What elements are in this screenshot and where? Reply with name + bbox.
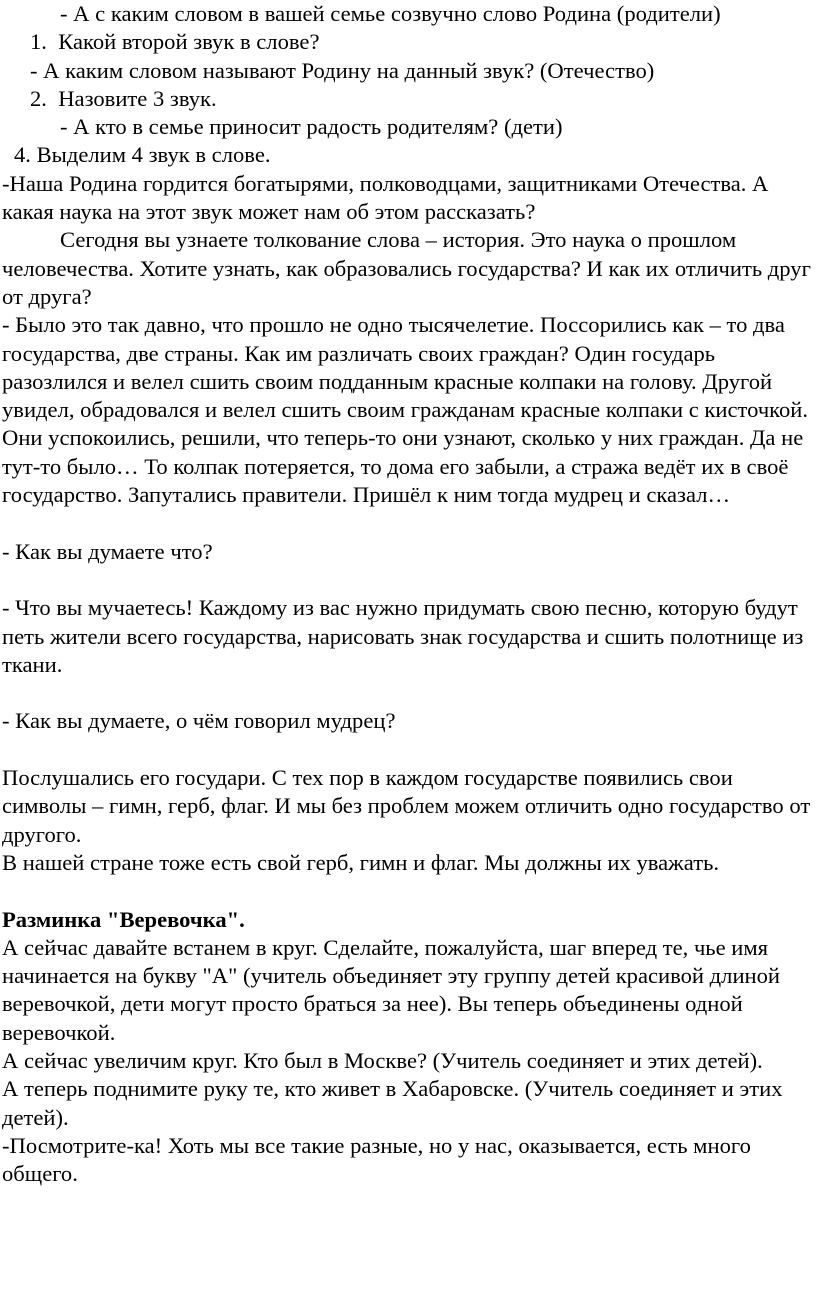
section-heading-warmup: Разминка "Веревочка". bbox=[2, 906, 245, 932]
question-line-parents: - А с каким словом в вашей семье созвучно слово Родина (родители) bbox=[60, 1, 721, 26]
spacer bbox=[2, 509, 812, 537]
paragraph-khabarovsk: А теперь поднимите руку те, кто живет в Хабаровске. (Учитель соединяет и этих детей). bbox=[2, 1076, 783, 1130]
paragraph-moscow: А сейчас увеличим круг. Кто был в Москве? (Учитель соединяет и этих детей). bbox=[2, 1047, 763, 1073]
paragraph-symbols: Послушались его государи. С тех пор в каждом государстве появились свои символы – гимн, герб, флаг. И мы без проблем можем отличить одно государство от другого. bbox=[2, 765, 811, 847]
spacer bbox=[2, 566, 812, 594]
spacer bbox=[2, 877, 812, 905]
paragraph-common: -Посмотрите-ка! Хоть мы все такие разные, но у нас, оказывается, есть много общего. bbox=[2, 1132, 751, 1187]
paragraph-history-intro: Сегодня вы узнаете толкование слова – история. Это наука о прошлом человечества. Хотите узнать, как образовались государства? И как их отличить друг от друга? bbox=[2, 227, 811, 309]
spacer bbox=[2, 736, 812, 764]
paragraph-sage-answer: - Что вы мучаетесь! Каждому из вас нужно придумать свою песню, которую будут петь жители всего государства, нарисовать знак государства и сшить полотнище из ткани. bbox=[2, 595, 804, 677]
paragraph-respect: В нашей стране тоже есть свой герб, гимн и флаг. Мы должны их уважать. bbox=[2, 849, 720, 875]
numbered-item-2: 2. Назовите 3 звук. bbox=[30, 85, 217, 111]
question-line-children: - А кто в семье приносит радость родителям? (дети) bbox=[60, 114, 563, 140]
numbered-item-4: 4. Выделим 4 звук в слове. bbox=[14, 142, 271, 168]
spacer bbox=[2, 679, 812, 707]
paragraph-circle: А сейчас давайте встанем в круг. Сделайте, пожалуйста, шаг вперед те, чье имя начинается на букву "А" (учитель объединяет эту группу детей красивой длиной веревочкой, дети могут просто браться за нее). Вы теперь объединены одной веревочкой. bbox=[2, 934, 781, 1045]
paragraph-homeland: -Наша Родина гордится богатырями, полководцами, защитниками Отечества. А какая наука на этот звук может нам об этом рассказать? bbox=[2, 170, 769, 225]
document-page bbox=[2, 0, 812, 1188]
numbered-item-1: 1. Какой второй звук в слове? bbox=[30, 29, 320, 55]
question-line-fatherland: - А каким словом называют Родину на данный звук? (Отечество) bbox=[30, 57, 655, 83]
paragraph-question-sage: - Как вы думаете, о чём говорил мудрец? bbox=[2, 708, 396, 734]
paragraph-question-what: - Как вы думаете что? bbox=[2, 538, 213, 564]
paragraph-story: - Было это так давно, что прошло не одно тысячелетие. Поссорились как – то два государства, две страны. Как им различать своих граждан? Один государь разозлился и велел сшить своим подданным красные колпаки на голову. Другой увидел, обрадовался и велел сшить своим гражданам красные колпаки с кисточкой. Они успокоились, решили, что теперь-то они узнают, сколько у них граждан. Да не тут-то было… То колпак потеряется, то дома его забыли, а стража ведёт их в своё государство. Запутались правители. Пришёл к ним тогда мудрец и сказал… bbox=[2, 312, 809, 508]
